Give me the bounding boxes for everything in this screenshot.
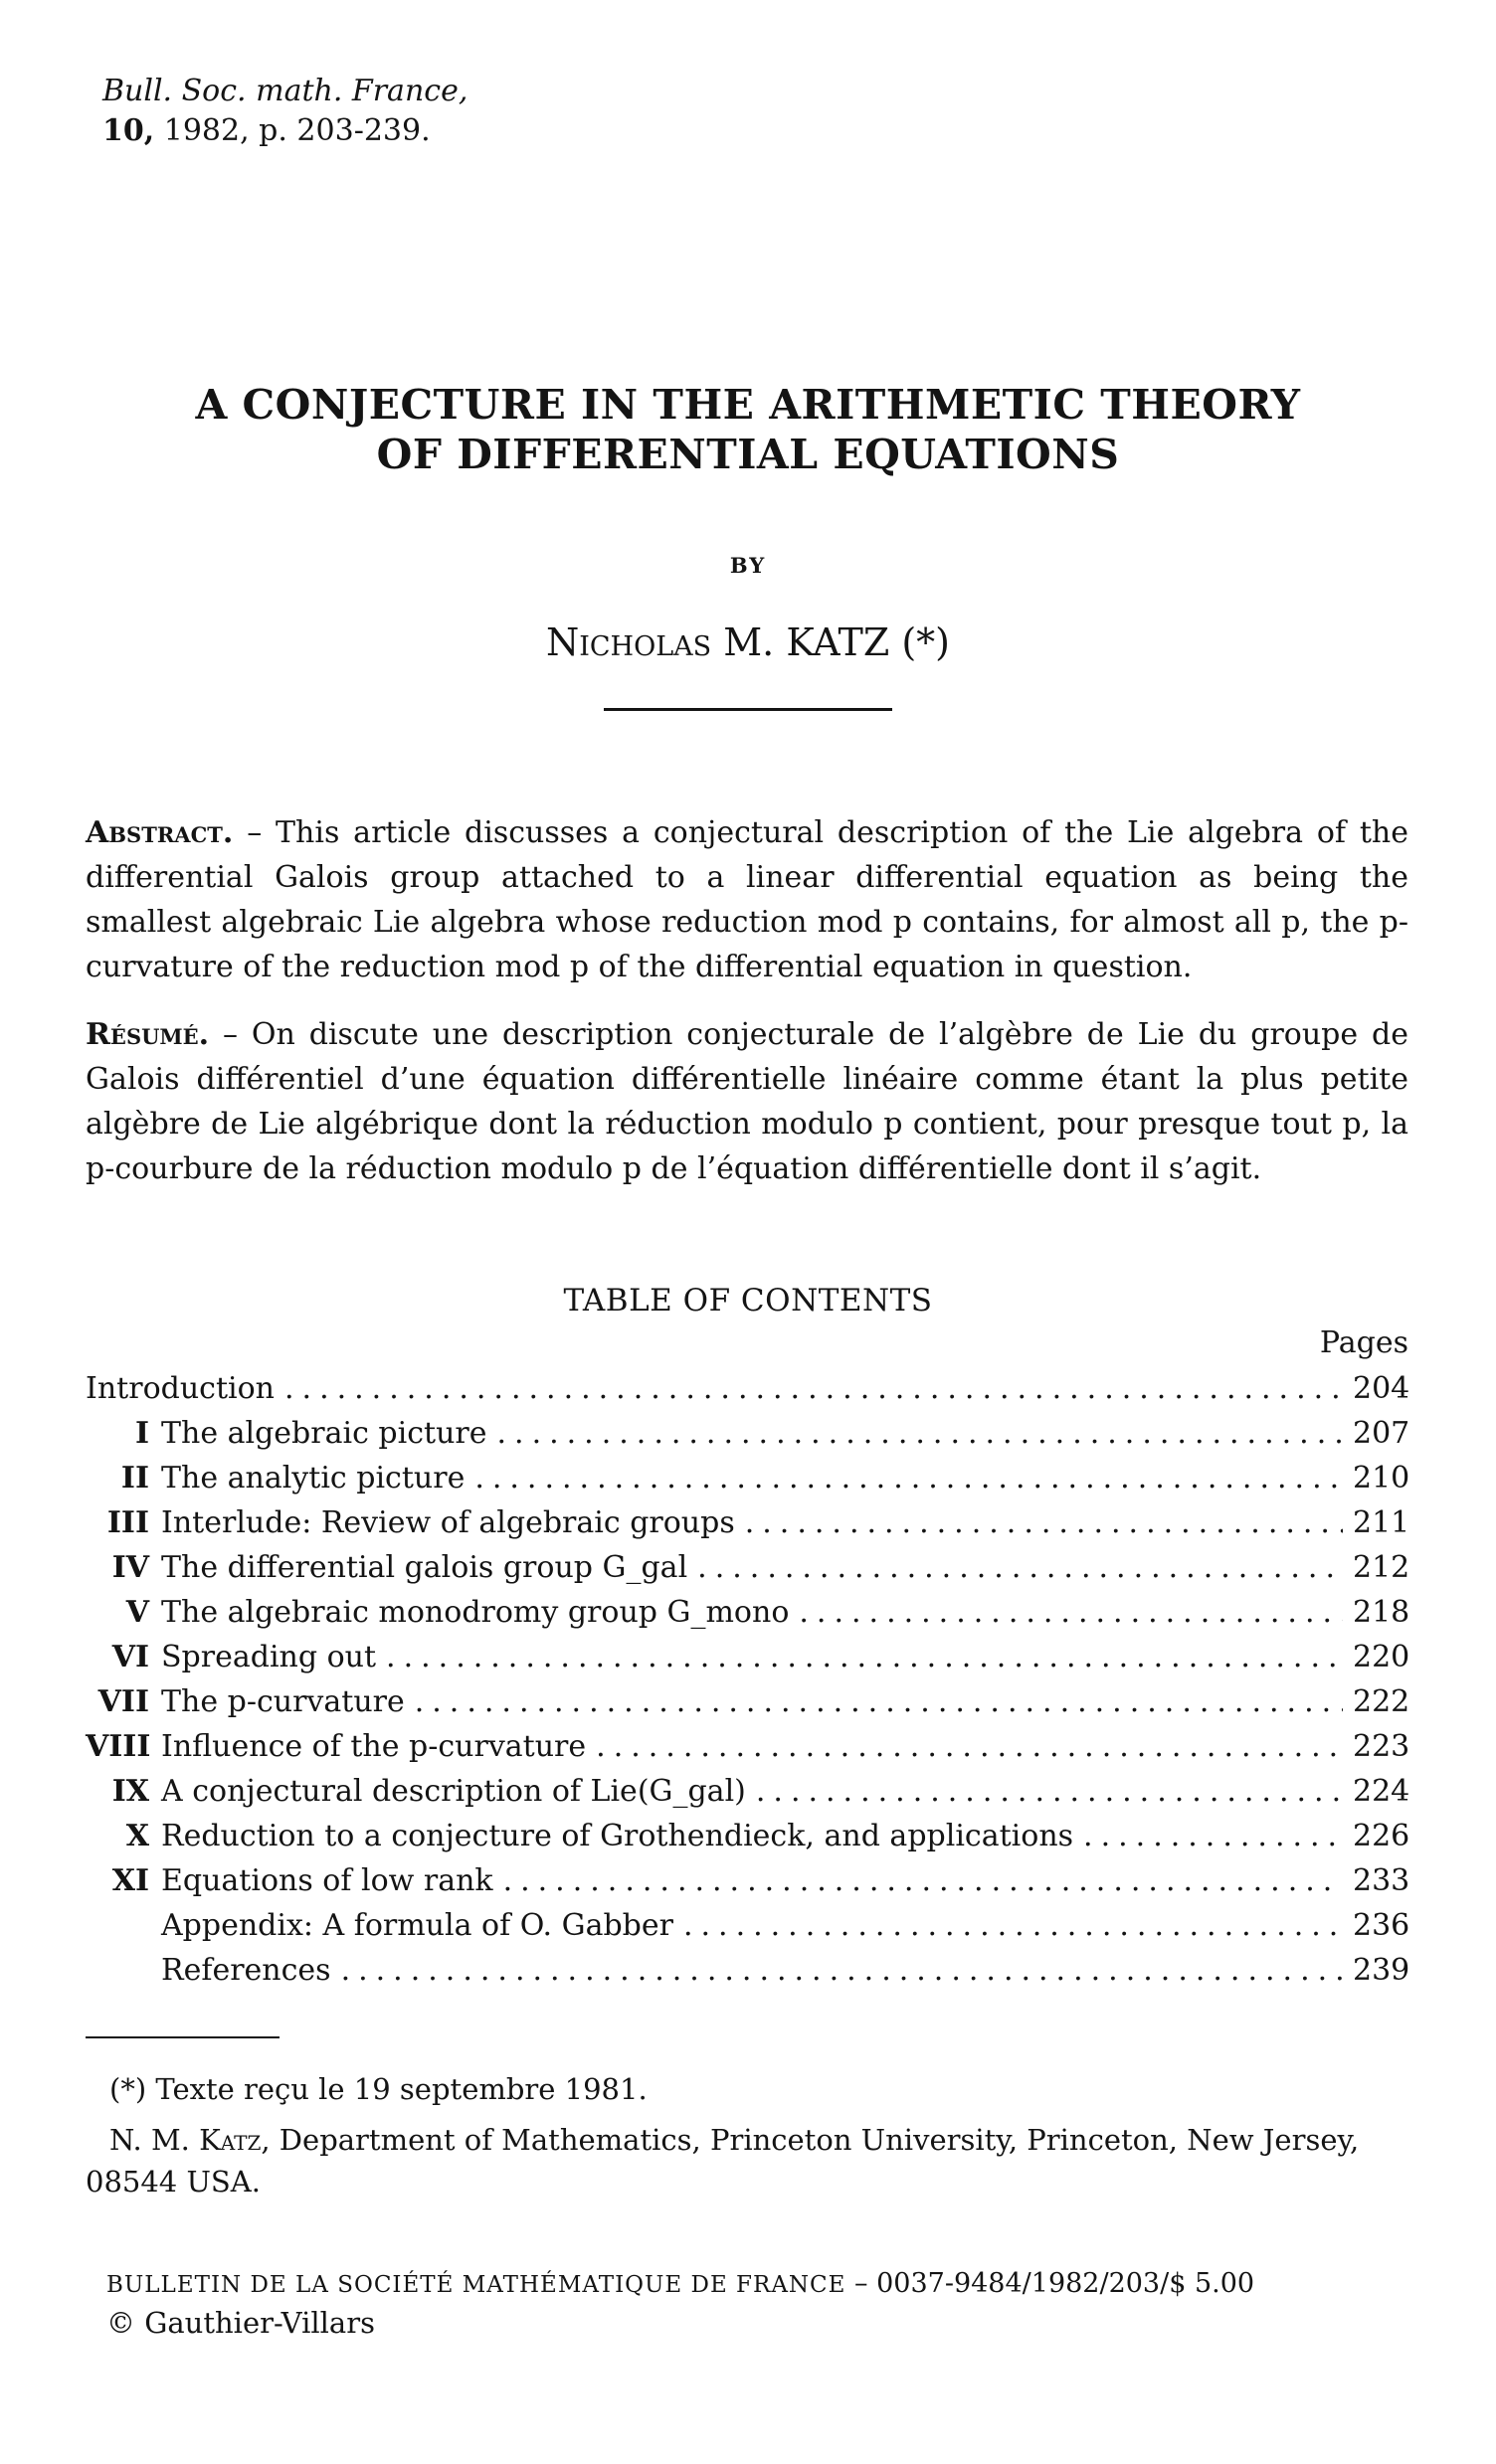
toc-leader bbox=[683, 1903, 1343, 1948]
toc-leader bbox=[745, 1500, 1343, 1545]
resume-text: – On discute une description conjecturale de l’algèbre de Lie du groupe de Galois différentiel d’une équation différentielle linéaire comme étant la plus petite algèbre de Lie algébrique dont la réduction modulo p contient, pour presque tout p, la p-courbure de la réduction modulo p de l’équation différentielle dont il s’agit. bbox=[86, 1017, 1408, 1186]
toc-entry-label: The differential galois group G_gal bbox=[161, 1550, 688, 1585]
footnote-author: N. M. Katz, bbox=[109, 2123, 271, 2157]
toc-entry-label: Reduction to a conjecture of Grothendieck, and applications bbox=[161, 1819, 1074, 1853]
paper-title bbox=[0, 380, 1496, 479]
toc-entry-analytic-picture bbox=[86, 1456, 1408, 1500]
toc-leader bbox=[284, 1366, 1343, 1411]
toc-entry-number: X bbox=[125, 1819, 149, 1853]
abstract bbox=[86, 810, 1408, 989]
toc-entry-label: Interlude: Review of algebraic groups bbox=[161, 1505, 735, 1540]
toc-entry-number: XI bbox=[111, 1863, 149, 1898]
toc-entry-label: The algebraic monodromy group G_mono bbox=[161, 1595, 790, 1630]
toc-entry-introduction bbox=[86, 1366, 1408, 1411]
toc-leader bbox=[415, 1679, 1343, 1724]
toc-entry-influence-p-curvature bbox=[86, 1724, 1408, 1769]
toc-pages-label: Pages bbox=[1319, 1325, 1408, 1360]
toc-entry-page: 211 bbox=[1353, 1505, 1410, 1540]
toc-entry-label: References bbox=[161, 1953, 331, 1988]
table-of-contents bbox=[86, 1366, 1408, 1993]
title-line-1: A CONJECTURE IN THE ARITHMETIC THEORY bbox=[195, 381, 1301, 429]
footnote-address-text: Department of Mathematics, Princeton University, Princeton, New Jersey, 08544 USA. bbox=[86, 2123, 1360, 2199]
toc-entry-label: Influence of the p-curvature bbox=[161, 1729, 587, 1764]
resume-lead: Résumé. bbox=[86, 1017, 210, 1052]
toc-leader bbox=[474, 1456, 1343, 1500]
toc-entry-spreading-out bbox=[86, 1635, 1408, 1679]
journal-name: Bull. Soc. math. France, bbox=[102, 74, 468, 108]
toc-entry-page: 220 bbox=[1353, 1640, 1410, 1674]
toc-entry-page: 233 bbox=[1353, 1863, 1410, 1898]
footnote-divider bbox=[86, 2036, 280, 2038]
toc-entry-number: VIII bbox=[86, 1729, 151, 1764]
toc-entry-equations-low-rank bbox=[86, 1858, 1408, 1903]
author-name bbox=[0, 618, 1496, 666]
toc-heading: TABLE OF CONTENTS bbox=[563, 1283, 933, 1319]
toc-entry-label: Spreading out bbox=[161, 1640, 377, 1674]
toc-entry-references bbox=[86, 1948, 1408, 1993]
toc-entry-label: The p-curvature bbox=[161, 1684, 405, 1719]
journal-reference bbox=[102, 72, 468, 151]
toc-entry-algebraic-monodromy-group bbox=[86, 1590, 1408, 1635]
toc-entry-algebraic-picture bbox=[86, 1411, 1408, 1456]
toc-leader bbox=[497, 1411, 1344, 1456]
footnote-received: (*) Texte reçu le 19 septembre 1981. bbox=[109, 2072, 648, 2106]
author-first-name: Nicholas bbox=[545, 620, 712, 664]
toc-leader bbox=[756, 1769, 1343, 1814]
toc-leader bbox=[341, 1948, 1343, 1993]
toc-entry-page: 222 bbox=[1353, 1684, 1410, 1719]
toc-entry-number: IV bbox=[111, 1550, 149, 1585]
toc-leader bbox=[503, 1858, 1343, 1903]
title-line-2: OF DIFFERENTIAL EQUATIONS bbox=[376, 431, 1120, 478]
toc-entry-page: 224 bbox=[1353, 1774, 1410, 1809]
toc-entry-label: The algebraic picture bbox=[161, 1416, 487, 1451]
toc-entry-differential-galois-group bbox=[86, 1545, 1408, 1590]
abstract-text: – This article discusses a conjectural description of the Lie algebra of the differential Galois group attached to a linear differential equation as being the smallest algebraic Lie algebra whose reduction mod p contains, for almost all p, the p-curvature of the reduction mod p of the differential equation in question. bbox=[86, 815, 1408, 984]
toc-entry-page: 210 bbox=[1353, 1461, 1410, 1496]
toc-entry-number: III bbox=[106, 1505, 149, 1540]
toc-entry-number: II bbox=[120, 1461, 149, 1496]
toc-entry-label: Appendix: A formula of O. Gabber bbox=[161, 1908, 673, 1943]
toc-entry-number: IX bbox=[111, 1774, 149, 1809]
toc-entry-number: VII bbox=[97, 1684, 149, 1719]
toc-entry-page: 212 bbox=[1353, 1550, 1410, 1585]
toc-entry-number: VI bbox=[111, 1640, 149, 1674]
bulletin-code: – 0037-9484/1982/203/$ 5.00 bbox=[845, 2268, 1255, 2299]
toc-leader bbox=[386, 1635, 1343, 1679]
toc-entry-label: A conjectural description of Lie(G_gal) bbox=[161, 1774, 746, 1809]
journal-details: 1982, p. 203-239. bbox=[154, 113, 431, 148]
author-rest: M. KATZ (*) bbox=[711, 620, 951, 664]
toc-leader bbox=[697, 1545, 1343, 1590]
toc-entry-page: 236 bbox=[1353, 1908, 1410, 1943]
toc-leader bbox=[596, 1724, 1343, 1769]
footnote-address bbox=[86, 2119, 1408, 2202]
copyright-line: © Gauthier-Villars bbox=[106, 2306, 375, 2340]
toc-entry-reduction-grothendieck bbox=[86, 1814, 1408, 1858]
toc-entry-page: 226 bbox=[1353, 1819, 1410, 1853]
toc-entry-page: 218 bbox=[1353, 1595, 1410, 1630]
toc-entry-number: V bbox=[125, 1595, 149, 1630]
toc-entry-p-curvature bbox=[86, 1679, 1408, 1724]
bulletin-name: BULLETIN DE LA SOCIÉTÉ MATHÉMATIQUE DE FRANCE bbox=[106, 2272, 846, 2298]
toc-entry-label: Equations of low rank bbox=[161, 1863, 493, 1898]
toc-entry-label: The analytic picture bbox=[161, 1461, 466, 1496]
journal-volume: 10, bbox=[102, 113, 155, 148]
title-divider bbox=[604, 708, 892, 711]
toc-entry-appendix bbox=[86, 1903, 1408, 1948]
resume bbox=[86, 1012, 1408, 1191]
toc-entry-page: 207 bbox=[1353, 1416, 1410, 1451]
toc-entry-interlude bbox=[86, 1500, 1408, 1545]
toc-leader bbox=[1083, 1814, 1343, 1858]
toc-entry-number: I bbox=[134, 1416, 149, 1451]
by-label: BY bbox=[729, 553, 767, 578]
toc-entry-page: 204 bbox=[1353, 1371, 1410, 1406]
toc-leader bbox=[799, 1590, 1343, 1635]
bulletin-line bbox=[106, 2265, 1254, 2304]
toc-entry-conjectural-description bbox=[86, 1769, 1408, 1814]
toc-entry-label: Introduction bbox=[86, 1371, 275, 1406]
toc-entry-page: 239 bbox=[1353, 1953, 1410, 1988]
toc-entry-page: 223 bbox=[1353, 1729, 1410, 1764]
abstract-lead: Abstract. bbox=[86, 815, 234, 850]
